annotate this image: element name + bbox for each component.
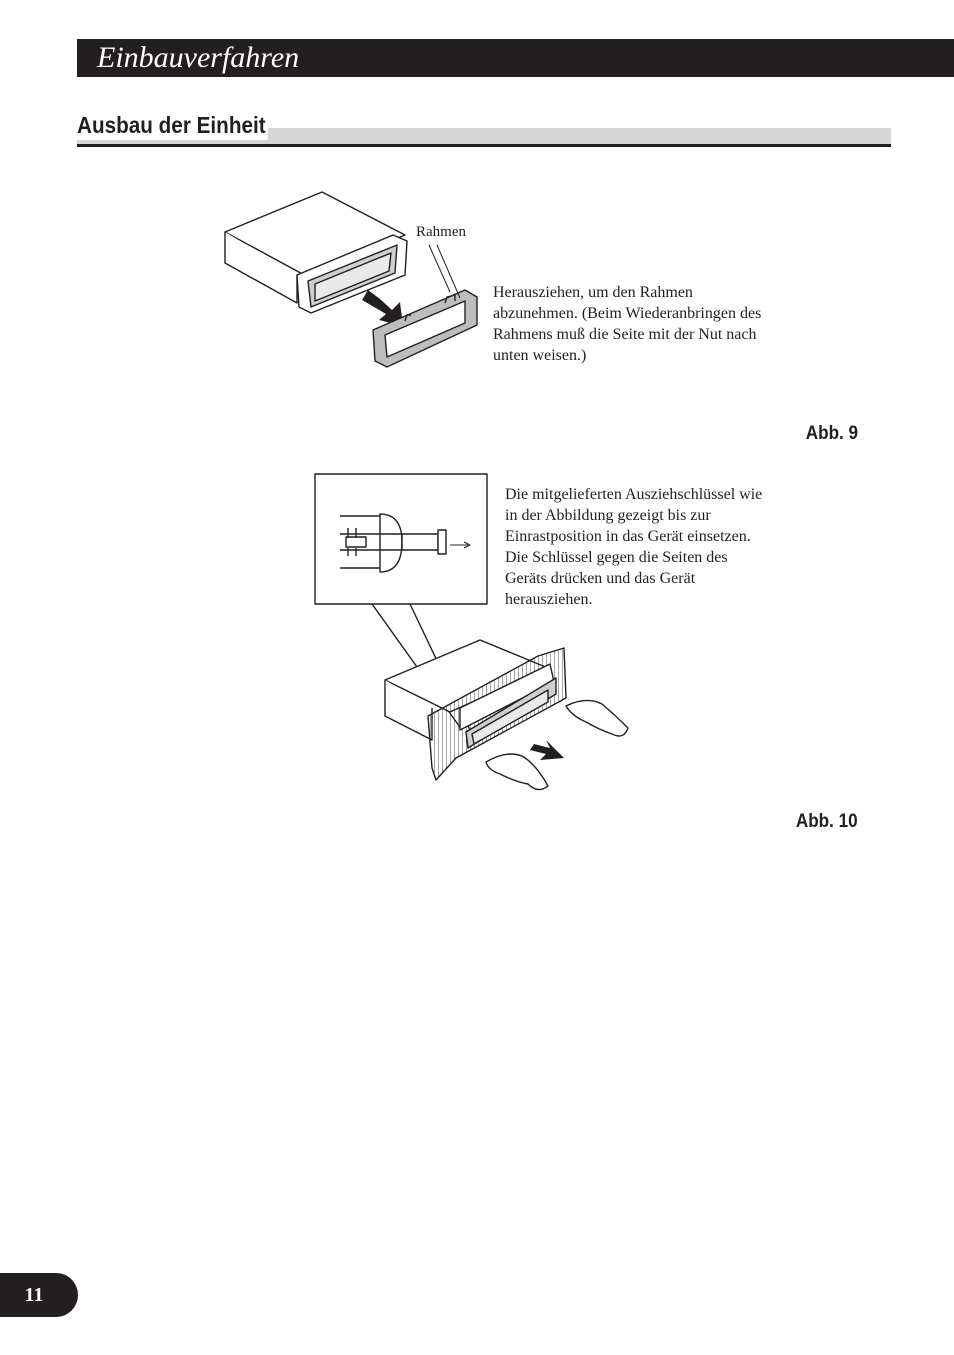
section-rule	[77, 144, 891, 147]
header-bar	[77, 39, 954, 77]
page-number-tab	[0, 1273, 78, 1317]
page-title: Einbauverfahren	[97, 41, 300, 74]
figure10-label: Abb. 10	[796, 811, 858, 832]
frame-label: Rahmen	[416, 224, 466, 240]
pull-arrow-icon	[530, 740, 564, 760]
figure9-illustration	[215, 185, 495, 380]
figure9-caption: Herausziehen, um den Rahmen abzunehmen. (Beim Wiederanbringen des Rahmens muß die Seite mit der Nut nach unten weisen.)	[493, 284, 762, 364]
page-number: 11	[24, 1284, 44, 1306]
figure10-caption: Die mitgelieferten Ausziehschlüssel wie in der Abbildung gezeigt bis zur Einrastposition in das Gerät einsetzen. Die Schlüssel gegen die Seiten des Geräts drücken und das Gerät herausziehen.	[505, 486, 763, 608]
figure9-label: Abb. 9	[805, 423, 858, 444]
section-title: Ausbau der Einheit	[77, 112, 266, 138]
